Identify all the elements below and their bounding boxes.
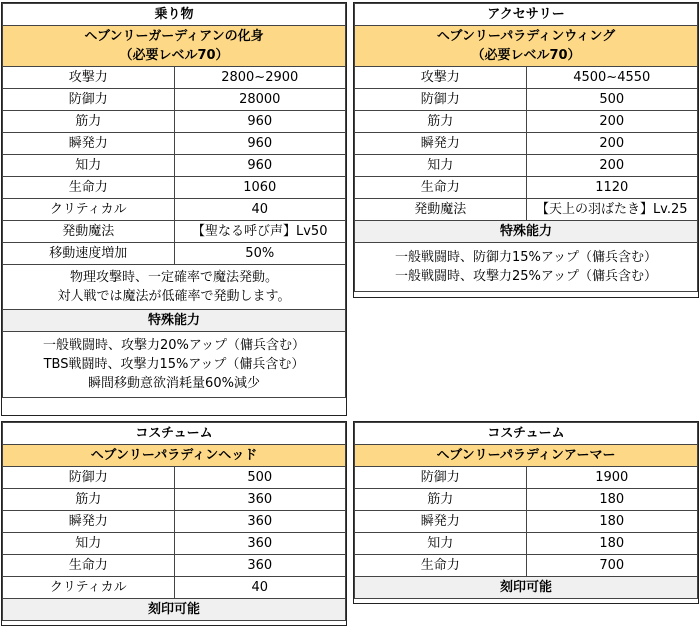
stat-value: 360	[174, 555, 346, 577]
stat-label: 瞬発力	[355, 511, 527, 533]
special-ability-line: 一般戦闘時、攻撃力20%アップ（傭兵含む）	[43, 338, 305, 353]
stat-label: 生命力	[3, 555, 175, 577]
stat-row	[3, 489, 346, 511]
stat-label: 知力	[355, 155, 527, 177]
stat-value: 28000	[174, 89, 346, 111]
stat-label: 瞬発力	[3, 511, 175, 533]
mount-required-level: （必要レベル70）	[119, 48, 229, 63]
stat-value: 180	[526, 533, 698, 555]
stat-row	[355, 533, 698, 555]
stat-row	[355, 467, 698, 489]
stat-label: 攻撃力	[355, 67, 527, 89]
stat-row	[355, 489, 698, 511]
stat-row	[3, 467, 346, 489]
special-ability-line: 一般戦闘時、防御力15%アップ（傭兵含む）	[395, 250, 657, 265]
stat-row	[355, 555, 698, 577]
stat-label: 筋力	[3, 489, 175, 511]
stat-row	[355, 177, 698, 199]
special-ability-line: 瞬間移動意欲消耗量60%減少	[88, 376, 260, 391]
costume-armor-name: ヘブンリーパラディンアーマー	[355, 445, 698, 467]
stat-value: 1060	[174, 177, 346, 199]
special-ability-line: 一般戦闘時、攻撃力25%アップ（傭兵含む）	[395, 269, 657, 284]
stat-row	[355, 155, 698, 177]
stat-label: 知力	[355, 533, 527, 555]
stat-value: 【天上の羽ばたき】Lv.25	[526, 199, 698, 221]
costume-armor-panel	[353, 421, 699, 604]
stat-row	[355, 89, 698, 111]
stat-label: 筋力	[3, 111, 175, 133]
stat-row	[355, 133, 698, 155]
stat-value: 360	[174, 533, 346, 555]
stat-value: 200	[526, 111, 698, 133]
accessory-panel	[353, 2, 699, 298]
stat-value: 180	[526, 511, 698, 533]
stat-value: 960	[174, 133, 346, 155]
accessory-name	[355, 26, 698, 67]
engrave-available: 刻印可能	[355, 577, 698, 599]
stat-row	[3, 511, 346, 533]
costume-head-panel	[1, 421, 347, 626]
stat-row	[3, 177, 346, 199]
stat-value: 40	[174, 577, 346, 599]
stat-label: 生命力	[355, 555, 527, 577]
mount-magic-note	[3, 265, 346, 310]
stat-label: 防御力	[355, 467, 527, 489]
stat-row	[355, 511, 698, 533]
stat-value: 360	[174, 489, 346, 511]
stat-value: 4500~4550	[526, 67, 698, 89]
accessory-required-level: （必要レベル70）	[471, 48, 581, 63]
stat-label: クリティカル	[3, 577, 175, 599]
stat-label: 筋力	[355, 489, 527, 511]
stat-value: 200	[526, 133, 698, 155]
special-ability-list	[3, 332, 346, 398]
stat-value: 50%	[174, 243, 346, 265]
mount-name-line1: ヘブンリーガーディアンの化身	[84, 29, 264, 44]
stat-row	[3, 243, 346, 265]
stat-label: 瞬発力	[355, 133, 527, 155]
stat-row	[3, 577, 346, 599]
stat-label: 攻撃力	[3, 67, 175, 89]
stat-label: 発動魔法	[355, 199, 527, 221]
stat-label: 移動速度増加	[3, 243, 175, 265]
stat-row	[355, 199, 698, 221]
stat-label: クリティカル	[3, 199, 175, 221]
costume-head-category: コスチューム	[3, 423, 346, 445]
costume-head-name: ヘブンリーパラディンヘッド	[3, 445, 346, 467]
stat-value: 700	[526, 555, 698, 577]
stat-value: 180	[526, 489, 698, 511]
stat-value: 960	[174, 111, 346, 133]
stat-row	[3, 133, 346, 155]
stat-row	[3, 199, 346, 221]
costume-armor-category: コスチューム	[355, 423, 698, 445]
stat-value: 500	[526, 89, 698, 111]
stat-row	[355, 67, 698, 89]
stat-label: 知力	[3, 533, 175, 555]
stat-label: 筋力	[355, 111, 527, 133]
stat-row	[355, 111, 698, 133]
stat-row	[3, 155, 346, 177]
stat-row	[3, 533, 346, 555]
stat-value: 500	[174, 467, 346, 489]
stat-row	[3, 89, 346, 111]
stat-value: 2800~2900	[174, 67, 346, 89]
stat-label: 瞬発力	[3, 133, 175, 155]
stat-value: 360	[174, 511, 346, 533]
mount-name	[3, 26, 346, 67]
stat-value: 40	[174, 199, 346, 221]
stat-value: 1900	[526, 467, 698, 489]
engrave-available: 刻印可能	[3, 599, 346, 621]
stat-value: 【聖なる呼び声】Lv50	[174, 221, 346, 243]
note-line: 対人戦では魔法が低確率で発動します。	[57, 289, 291, 304]
special-ability-list	[355, 243, 698, 292]
stat-label: 防御力	[3, 89, 175, 111]
stat-value: 1120	[526, 177, 698, 199]
stat-label: 発動魔法	[3, 221, 175, 243]
accessory-name-line1: ヘブンリーパラディンウィング	[436, 29, 616, 44]
stat-label: 防御力	[355, 89, 527, 111]
special-ability-title: 特殊能力	[355, 221, 698, 243]
stat-label: 防御力	[3, 467, 175, 489]
accessory-category: アクセサリー	[355, 4, 698, 26]
stat-value: 960	[174, 155, 346, 177]
stat-row	[3, 555, 346, 577]
stat-row	[3, 111, 346, 133]
note-line: 物理攻撃時、一定確率で魔法発動。	[69, 270, 278, 285]
special-ability-line: TBS戦闘時、攻撃力15%アップ（傭兵含む）	[43, 357, 305, 372]
special-ability-title: 特殊能力	[3, 310, 346, 332]
stat-value: 200	[526, 155, 698, 177]
stat-label: 知力	[3, 155, 175, 177]
stat-label: 生命力	[355, 177, 527, 199]
stat-label: 生命力	[3, 177, 175, 199]
stat-row	[3, 67, 346, 89]
mount-category: 乗り物	[3, 4, 346, 26]
stat-row	[3, 221, 346, 243]
mount-panel	[1, 2, 347, 416]
